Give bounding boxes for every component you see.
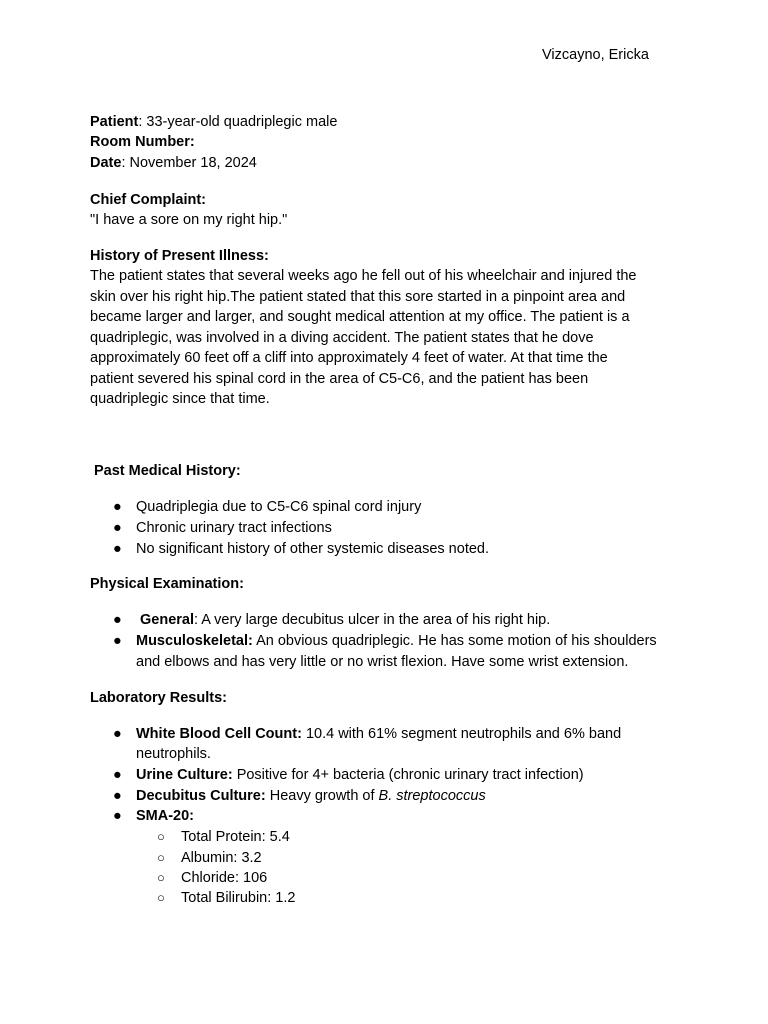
room-number-line (90, 132, 195, 153)
room-number-label: Room Number: (90, 134, 195, 150)
hpi-line: quadriplegic, was involved in a diving accident. The patient states that he dove (90, 330, 594, 346)
sma-item: Total Bilirubin: 1.2 (181, 890, 296, 906)
pmh-heading (94, 461, 241, 482)
patient-value: : 33-year-old quadriplegic male (138, 114, 338, 130)
bullet-icon: ● (113, 612, 122, 628)
bullet-icon: ● (113, 808, 122, 824)
exam-msk-text-continued: and elbows and has very little or no wrist flexion. Have some wrist extension. (136, 654, 629, 670)
date-label: Date (90, 155, 122, 171)
lab-decubitus-organism: B. streptococcus (378, 788, 486, 804)
lab-wbc (136, 724, 681, 745)
pmh-item: Quadriplegia due to C5-C6 spinal cord injury (136, 499, 422, 515)
lab-urine (136, 765, 681, 786)
hpi-line: skin over his right hip.The patient stated that this sore started in a pinpoint area and (90, 289, 626, 305)
bullet-icon: ● (113, 541, 122, 557)
exam-msk-text: An obvious quadriplegic. He has some motion of his shoulders (252, 633, 657, 649)
chief-complaint-heading (90, 190, 206, 211)
bullet-icon: ● (113, 633, 122, 649)
hpi-line: approximately 60 feet off a cliff into approximately 4 feet of water. At that time the (90, 350, 608, 366)
exam-item-musculoskeletal (136, 631, 681, 652)
lab-urine-label: Urine Culture: (136, 767, 233, 783)
bullet-icon: ● (113, 499, 122, 515)
exam-general-text: : A very large decubitus ulcer in the area of his right hip. (194, 612, 551, 628)
date-value: : November 18, 2024 (121, 155, 257, 171)
lab-sma20 (136, 806, 681, 827)
lab-wbc-text: 10.4 with 61% segment neutrophils and 6% band (301, 726, 622, 742)
hpi-line: became larger and larger, and sought medical attention at my office. The patient is a (90, 309, 630, 325)
bullet-icon: ● (113, 767, 122, 783)
hpi-heading (90, 246, 269, 267)
lab-sma20-label: SMA-20: (136, 808, 195, 824)
hpi-line: quadriplegic since that time. (90, 391, 270, 407)
bullet-icon: ● (113, 726, 122, 742)
pmh-item: No significant history of other systemic diseases noted. (136, 541, 489, 557)
lab-wbc-continued: neutrophils. (136, 746, 211, 762)
lab-wbc-label: White Blood Cell Count: (136, 726, 302, 742)
lab-urine-text: Positive for 4+ bacteria (chronic urinary tract infection) (232, 767, 584, 783)
pmh-item: Chronic urinary tract infections (136, 520, 332, 536)
exam-item-general (140, 610, 685, 631)
bullet-icon: ● (113, 788, 122, 804)
date-line (90, 153, 257, 174)
sub-bullet-icon: ○ (157, 870, 165, 885)
lab-decubitus-text: Heavy growth of (265, 788, 379, 804)
pmh-heading-text: Past Medical History: (94, 463, 241, 479)
patient-label: Patient (90, 114, 139, 130)
sub-bullet-icon: ○ (157, 829, 165, 844)
sub-bullet-icon: ○ (157, 850, 165, 865)
exam-heading (90, 574, 244, 595)
chief-complaint-text: "I have a sore on my right hip." (90, 212, 288, 228)
bullet-icon: ● (113, 520, 122, 536)
labs-heading (90, 688, 227, 709)
exam-msk-label: Musculoskeletal: (136, 633, 253, 649)
chief-complaint-heading-text: Chief Complaint: (90, 192, 206, 208)
lab-decubitus (136, 786, 681, 807)
sma-item: Total Protein: 5.4 (181, 829, 290, 845)
hpi-line: patient severed his spinal cord in the area of C5-C6, and the patient has been (90, 371, 589, 387)
sma-item: Albumin: 3.2 (181, 850, 262, 866)
hpi-heading-text: History of Present Illness: (90, 248, 269, 264)
exam-general-label: General (140, 612, 194, 628)
exam-heading-text: Physical Examination: (90, 576, 244, 592)
sub-bullet-icon: ○ (157, 890, 165, 905)
lab-decubitus-label: Decubitus Culture: (136, 788, 266, 804)
labs-heading-text: Laboratory Results: (90, 690, 227, 706)
patient-line (90, 112, 337, 133)
hpi-line: The patient states that several weeks ago he fell out of his wheelchair and injured the (90, 268, 637, 284)
sma-item: Chloride: 106 (181, 870, 268, 886)
author-name: Vizcayno, Ericka (542, 47, 649, 63)
